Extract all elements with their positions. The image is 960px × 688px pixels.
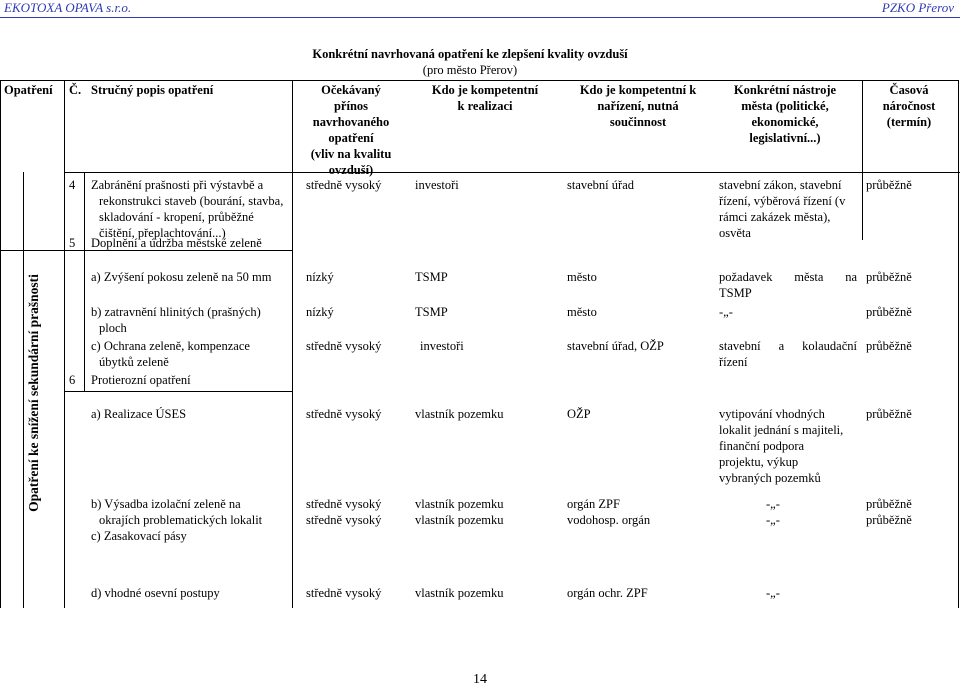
table-border-left	[0, 80, 1, 608]
row-narizeni: vodohosp. orgán	[567, 513, 651, 527]
side-label: Opatření ke snížení sekundární prašnosti	[26, 273, 41, 512]
row-prinos: středně vysoký	[306, 339, 382, 353]
row-narizeni: OŽP	[567, 407, 591, 421]
row-prinos: středně vysoký	[306, 586, 382, 600]
col-header-realizace: Kdo je kompetentní k realizaci	[431, 83, 539, 113]
col-header-popis: Stručný popis opatření	[91, 83, 214, 97]
row-description: d) vhodné osevní postupy	[91, 586, 220, 600]
row-description: Zabránění prašnosti při výstavbě a rekonstrukci staveb (bourání, stavba, skladování - kropení, průběžné čištění, přeplachtování...)	[91, 178, 284, 240]
row-realizace: investoři	[415, 178, 459, 192]
col-divider	[84, 172, 85, 391]
row-prinos: nízký	[306, 305, 334, 319]
table-border-top	[0, 80, 958, 81]
col-divider	[862, 80, 863, 240]
row-nastroje: stavební zákon, stavební řízení, výběrová řízení (v rámci zakázek města), osvěta	[719, 178, 846, 240]
col-divider	[292, 80, 293, 608]
row-prinos: středně vysoký	[306, 178, 382, 192]
row-number: 5	[69, 236, 76, 250]
row-termin: průběžně	[866, 407, 912, 421]
row-nastroje: požadavek města na TSMP	[719, 270, 857, 300]
col-header-nastroje: Konkrétní nástroje města (politické, ekonomické, legislativní...)	[733, 83, 837, 145]
row-termin: průběžně	[866, 270, 912, 284]
header-divider	[64, 172, 960, 173]
row-termin: průběžně	[866, 513, 912, 527]
col-header-termin: Časová náročnost (termín)	[882, 83, 936, 129]
table-border-right	[958, 80, 959, 608]
row-prinos: středně vysoký	[306, 513, 382, 527]
col-header-opatreni: Opatření	[4, 83, 53, 97]
header-rule	[0, 17, 960, 18]
row-number: 6	[69, 373, 76, 387]
row-realizace: vlastník pozemku	[415, 513, 504, 527]
page-number: 14	[473, 672, 487, 687]
row-prinos: středně vysoký	[306, 407, 382, 421]
row-nastroje: -„-	[766, 586, 780, 600]
row-realizace: vlastník pozemku	[415, 586, 504, 600]
row-description: b) zatravnění hlinitých (prašných) ploch	[91, 305, 261, 335]
row-narizeni: orgán ZPF	[567, 497, 620, 511]
col-header-narizeni: Kdo je kompetentní k nařízení, nutná součinnost	[579, 83, 697, 129]
col-header-cislo: Č.	[69, 83, 82, 97]
row-description: a) Realizace ÚSES	[91, 407, 187, 421]
row-prinos: nízký	[306, 270, 334, 284]
header-left: EKOTOXA OPAVA s.r.o.	[4, 0, 132, 15]
row-termin: průběžně	[866, 178, 912, 192]
row-description: c) Ochrana zeleně, kompenzace úbytků zeleně	[91, 339, 250, 369]
row-description: a) Zvýšení pokosu zeleně na 50 mm	[91, 270, 272, 284]
row-divider	[64, 391, 292, 392]
table-subtitle: (pro město Přerov)	[422, 63, 518, 77]
row-nastroje: -„-	[719, 305, 733, 319]
row-realizace: vlastník pozemku	[415, 497, 504, 511]
row-prinos: středně vysoký	[306, 497, 382, 511]
col-header-prinos: Očekávaný přínos navrhovaného opatření (vliv na kvalitu ovzduší)	[310, 83, 392, 177]
header-right: PZKO Přerov	[881, 0, 954, 15]
row-termin: průběžně	[866, 497, 912, 511]
row-nastroje: vytipování vhodných lokalit jednání s majiteli, finanční podpora projektu, výkup vybraných pozemků	[719, 407, 844, 485]
row-number: 4	[69, 178, 76, 192]
row-narizeni: orgán ochr. ZPF	[567, 586, 648, 600]
row-narizeni: stavební úřad	[567, 178, 634, 192]
row-realizace: TSMP	[415, 270, 448, 284]
table-title: Konkrétní navrhovaná opatření ke zlepšení kvality ovzduší	[312, 47, 628, 61]
row-description: Protierozní opatření	[91, 373, 191, 387]
row-narizeni: stavební úřad, OŽP	[567, 339, 664, 353]
row-realizace: investoři	[420, 339, 464, 353]
row-realizace: vlastník pozemku	[415, 407, 504, 421]
row-description: Doplnění a údržba městské zeleně	[91, 236, 262, 250]
row-narizeni: město	[567, 270, 597, 284]
row-narizeni: město	[567, 305, 597, 319]
row-nastroje: stavební a kolaudační řízení	[719, 339, 857, 369]
row-description: b) Výsadba izolační zeleně na okrajích problematických lokalit	[91, 497, 263, 527]
row-description: c) Zasakovací pásy	[91, 529, 187, 543]
row-nastroje: -„-	[766, 513, 780, 527]
row-termin: průběžně	[866, 305, 912, 319]
col-divider	[64, 80, 65, 608]
row-realizace: TSMP	[415, 305, 448, 319]
row-termin: průběžně	[866, 339, 912, 353]
row-nastroje: -„-	[766, 497, 780, 511]
